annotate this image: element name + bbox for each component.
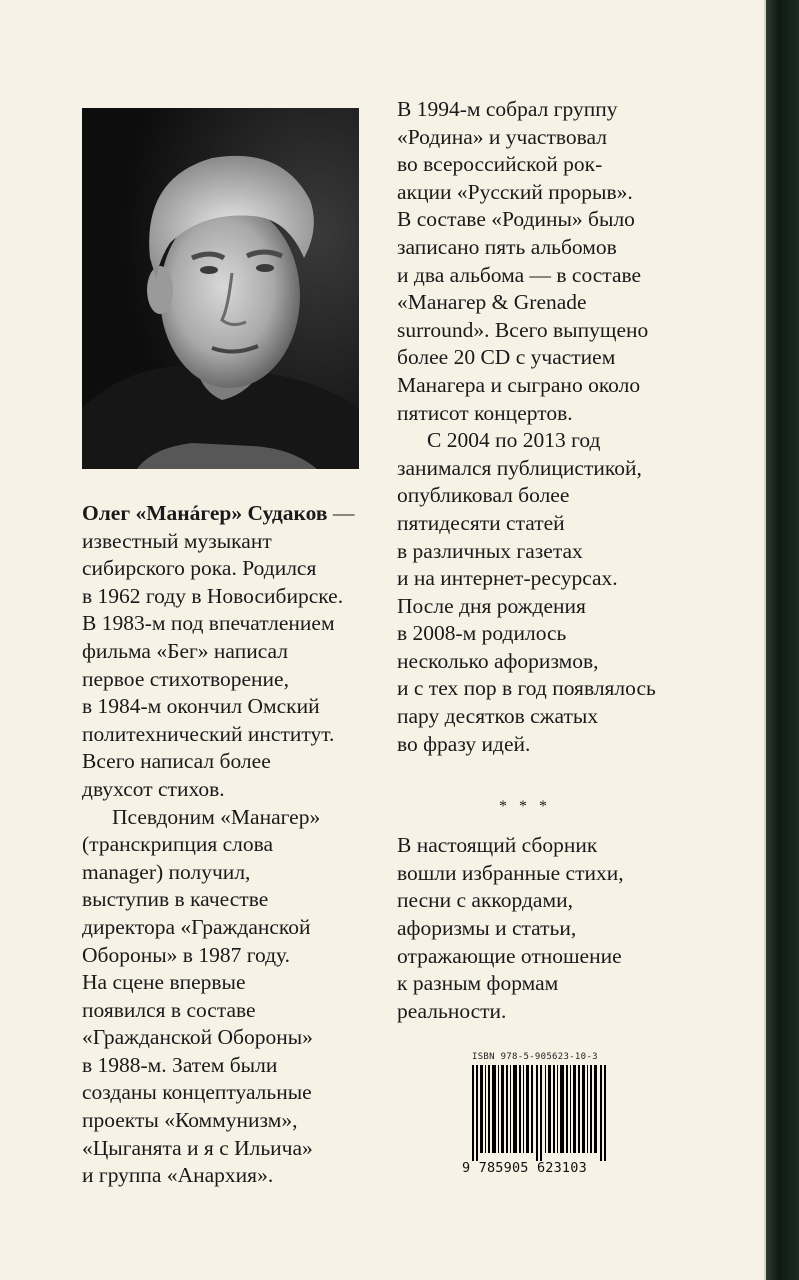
text-line: записано пять альбомов <box>397 234 617 259</box>
text-line: В настоящий сборник <box>397 833 598 858</box>
text-line: С 2004 по 2013 год <box>427 428 601 453</box>
bio-line: известный музыкант <box>82 528 272 553</box>
bio-line: проекты «Коммунизм», <box>82 1108 298 1133</box>
section-separator: * * * <box>499 798 551 816</box>
bio-line: сибирского рока. Родился <box>82 556 317 581</box>
text-line: в 2008-м родилось <box>397 621 567 646</box>
bio-line: «Цыганята и я с Ильича» <box>82 1135 313 1160</box>
bio-paragraph-1 <box>82 500 354 528</box>
text-line: во фразу идей. <box>397 731 531 756</box>
right-column <box>397 96 656 1025</box>
bio-line: и группа «Анархия». <box>82 1163 274 1188</box>
text-line: и два альбома — в составе <box>397 262 642 287</box>
text-line: пятидесяти статей <box>397 510 565 535</box>
bio-line: выступив в качестве <box>82 887 269 912</box>
bio-line: Псевдоним «Манагер» <box>112 804 321 829</box>
text-line: В составе «Родины» было <box>397 207 635 232</box>
bio-line: появился в составе <box>82 997 256 1022</box>
bio-line: Обороны» в 1987 году. <box>82 942 291 967</box>
barcode-bars <box>472 1065 612 1161</box>
text-line: и с тех пор в год появлялось <box>397 676 656 701</box>
bio-line: фильма «Бег» написал <box>82 638 288 663</box>
text-line: афоризмы и статьи, <box>397 916 577 941</box>
text-line: акции «Русский прорыв». <box>397 179 633 204</box>
bio-line: в 1984-м окончил Омский <box>82 694 320 719</box>
isbn-label: ISBN 978-5-905623-10-3 <box>472 1052 598 1062</box>
text-line: После дня рождения <box>397 593 586 618</box>
bio-line: «Гражданской Обороны» <box>82 1025 313 1050</box>
text-line: пятисот концертов. <box>397 400 573 425</box>
bio-line: manager) получил, <box>82 859 251 884</box>
text-line: «Родина» и участвовал <box>397 124 607 149</box>
ean-digits: 9 785905 623103 <box>462 1160 587 1176</box>
text-line: и на интернет-ресурсах. <box>397 566 618 591</box>
text-line: во всероссийской рок- <box>397 152 603 177</box>
book-spine-edge <box>766 0 799 1280</box>
text-line: песни с аккордами, <box>397 888 573 913</box>
text-line: более 20 CD с участием <box>397 345 616 370</box>
text-line: занимался публицистикой, <box>397 455 642 480</box>
bio-line: Всего написал более <box>82 749 271 774</box>
text-line: surround». Всего выпущено <box>397 317 649 342</box>
text-line: опубликовал более <box>397 483 570 508</box>
text-line: к разным формам <box>397 971 559 996</box>
author-name: Олег «Манáгер» Судаков <box>82 501 328 525</box>
bio-line: в 1962 году в Новосибирске. <box>82 583 344 608</box>
text-line: в различных газетах <box>397 538 583 563</box>
bio-line: (транскрипция слова <box>82 832 274 857</box>
bio-line: созданы концептуальные <box>82 1080 312 1105</box>
bio-line: В 1983-м под впечатлением <box>82 611 335 636</box>
bio-line: директора «Гражданской <box>82 914 311 939</box>
text-line: «Манагер & Grenade <box>397 290 587 315</box>
isbn-barcode <box>462 1052 612 1180</box>
bio-line: На сцене впервые <box>82 970 246 995</box>
left-column <box>82 500 354 1190</box>
text-line: В 1994-м собрал группу <box>397 97 618 121</box>
text-line: пару десятков сжатых <box>397 704 599 729</box>
bio-line: двухсот стихов. <box>82 776 225 801</box>
author-photo <box>82 108 359 469</box>
bio-line: — <box>327 501 355 525</box>
bio-line: первое стихотворение, <box>82 666 289 691</box>
text-line: несколько афоризмов, <box>397 648 599 673</box>
text-line: отражающие отношение <box>397 943 622 968</box>
bio-line: в 1988-м. Затем были <box>82 1052 278 1077</box>
bio-line: политехнический институт. <box>82 721 335 746</box>
author-portrait-image <box>82 108 359 469</box>
text-line: вошли избранные стихи, <box>397 860 624 885</box>
text-line: Манагера и сыграно около <box>397 372 641 397</box>
text-line: реальности. <box>397 998 507 1023</box>
